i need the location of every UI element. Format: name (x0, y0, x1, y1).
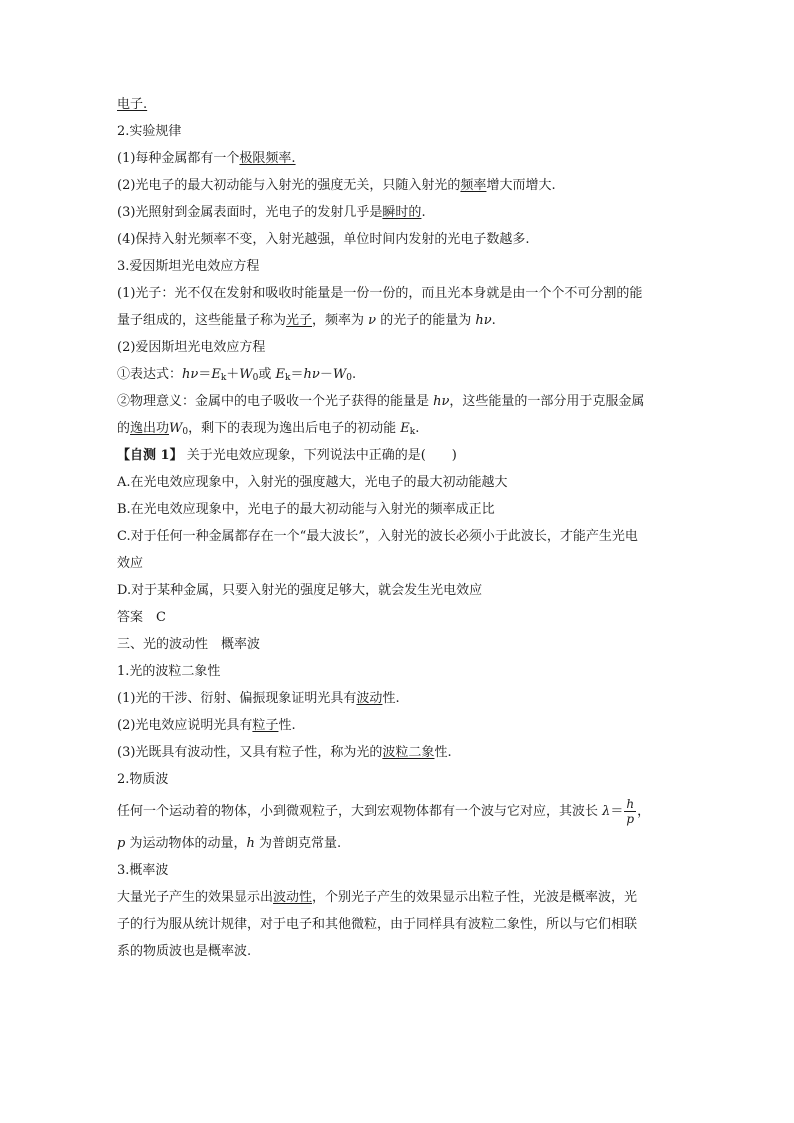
formula-operator: ＝ (610, 804, 624, 819)
text: (1)每种金属都有一个 (117, 151, 240, 166)
formula-subscript: k (220, 373, 227, 383)
formula-symbol: hν (182, 367, 199, 382)
formula-subscript: 0 (346, 373, 352, 383)
option-c: C.对于任何一种金属都存在一个“最大波长”，入射光的波长必须小于此波长，才能产生光电 (117, 529, 638, 544)
text-line: (4)保持入射光频率不变，入射光越强，单位时间内发射的光电子数越多. (117, 232, 530, 247)
formula-symbol: W (169, 421, 183, 436)
text-line: 子的行为服从统计规律，对于电子和其他微粒，由于同样具有波粒二象性，所以与它们相联 (117, 917, 638, 932)
section-heading: 3.爱因斯坦光电效应方程 (117, 259, 260, 274)
exercise-label: 【自测 1】 (117, 448, 183, 463)
text: ，频率为 (312, 313, 369, 328)
text: 性. (278, 718, 296, 733)
text: 关于光电效应现象，下列说法中正确的是( ) (182, 448, 457, 463)
text-underlined: 逸出功 (130, 421, 170, 436)
text-line (117, 889, 677, 907)
formula-symbol: E (400, 421, 410, 436)
text: . (415, 421, 420, 436)
option-c-continued: 效应 (117, 556, 144, 571)
formula-operator: ＝ (198, 367, 212, 382)
formula-operator: ＋ (226, 367, 240, 382)
section-heading: 1.光的波粒二象性 (117, 664, 221, 679)
text-line-with-fraction (117, 794, 677, 830)
option-a: A.在光电效应现象中，入射光的强度越大，光电子的最大初动能越大 (117, 475, 508, 490)
text-line (117, 420, 677, 438)
formula-symbol: hν (433, 394, 450, 409)
document-page (117, 96, 677, 961)
text-underlined: 频率 (460, 178, 487, 193)
option-d: D.对于某种金属，只要入射光的强度足够大，就会发生光电效应 (117, 583, 483, 598)
text: 的 (117, 421, 131, 436)
section-heading: 3.概率波 (117, 863, 169, 878)
text: ，个别光子产生的效果显示出粒子性，光波是概率波，光 (312, 890, 638, 905)
text: (1)光的干涉、衍射、偏振现象证明光具有 (117, 691, 357, 706)
text: ②物理意义：金属中的电子吸收一个光子获得的能量是 (117, 394, 434, 409)
fraction-denominator: p (626, 812, 635, 826)
text: (3)光既具有波动性，又具有粒子性，称为光的 (117, 745, 383, 760)
text: 或 (258, 367, 276, 382)
formula-symbol: h (246, 836, 255, 851)
text: ，这些能量的一部分用于克服金属 (449, 394, 645, 409)
formula-symbol: E (275, 367, 286, 382)
formula-subscript: k (409, 427, 416, 437)
formula-symbol: E (211, 367, 221, 382)
text-line: 系的物质波也是概率波. (117, 944, 252, 959)
section-heading: 2.物质波 (117, 772, 169, 787)
section-heading: 2.实验规律 (117, 124, 182, 139)
chapter-heading: 三、光的波动性 概率波 (117, 637, 261, 652)
text-underlined: 粒子 (252, 718, 279, 733)
text-line (117, 835, 677, 853)
formula-subscript: k (285, 373, 291, 383)
text: 大量光子产生的效果显示出 (117, 890, 274, 905)
text-underlined: 波粒二象 (382, 745, 435, 760)
text-line (117, 150, 677, 168)
text: 量子组成的，这些能量子称为 (117, 313, 287, 328)
formula-symbol: ν (368, 313, 377, 328)
fraction-numerator: h (626, 797, 635, 811)
text: (2)光电子的最大初动能与入射光的强度无关，只随入射光的 (117, 178, 461, 193)
text-line (117, 717, 677, 735)
text-underlined: 波动 (356, 691, 383, 706)
text: 任何一个运动着的物体，小到微观粒子，大到宏观物体都有一个波与它对应，其波长 (117, 804, 603, 819)
text-underlined: 电子. (117, 97, 148, 112)
text: 增大而增大. (486, 178, 556, 193)
text-underlined: 光子 (286, 313, 313, 328)
text: ，剩下的表现为逸出后电子的初动能 (188, 421, 401, 436)
text-line (117, 96, 677, 114)
text-line (117, 177, 677, 195)
text: 为普朗克常量. (254, 836, 342, 851)
text-underlined: 瞬时的 (382, 205, 422, 220)
text-line: (1)光子：光不仅在发射和吸收时能量是一份一份的，而且光本身就是由一个个不可分割的能 (117, 286, 643, 301)
text: 为运动物体的动量， (125, 836, 247, 851)
formula-subscript: 0 (252, 373, 259, 383)
formula-subscript: 0 (182, 427, 189, 437)
text-line (117, 690, 677, 708)
formula-symbol: λ (602, 804, 611, 819)
text-line (117, 744, 677, 762)
formula-line (117, 366, 677, 384)
option-b: B.在光电效应现象中，光电子的最大初动能与入射光的频率成正比 (117, 502, 495, 517)
answer-line: 答案 C (117, 610, 166, 625)
text-underlined: 波动性 (273, 890, 313, 905)
text: ①表达式： (117, 367, 183, 382)
formula-symbol: W (239, 367, 253, 382)
text-line (117, 312, 677, 330)
formula-symbol: W (332, 367, 347, 382)
text: . (421, 205, 426, 220)
formula-symbol: p (117, 836, 126, 851)
text: 性. (382, 691, 400, 706)
exercise-question (117, 447, 677, 465)
text-underlined: 极限频率. (239, 151, 296, 166)
formula-operator: － (319, 367, 333, 382)
text: (2)光电效应说明光具有 (117, 718, 253, 733)
text: . (491, 313, 496, 328)
text: 的光子的能量为 (376, 313, 476, 328)
text: ， (637, 804, 651, 819)
formula-symbol: hν (475, 313, 492, 328)
fraction-h-over-p (624, 797, 636, 826)
text-line: (2)爱因斯坦光电效应方程 (117, 340, 266, 355)
text: 性. (434, 745, 452, 760)
formula-symbol: hν (303, 367, 320, 382)
text-line (117, 393, 677, 411)
text: . (351, 367, 357, 382)
text: (3)光照射到金属表面时，光电子的发射几乎是 (117, 205, 383, 220)
formula-operator: ＝ (290, 367, 304, 382)
text-line (117, 204, 677, 222)
